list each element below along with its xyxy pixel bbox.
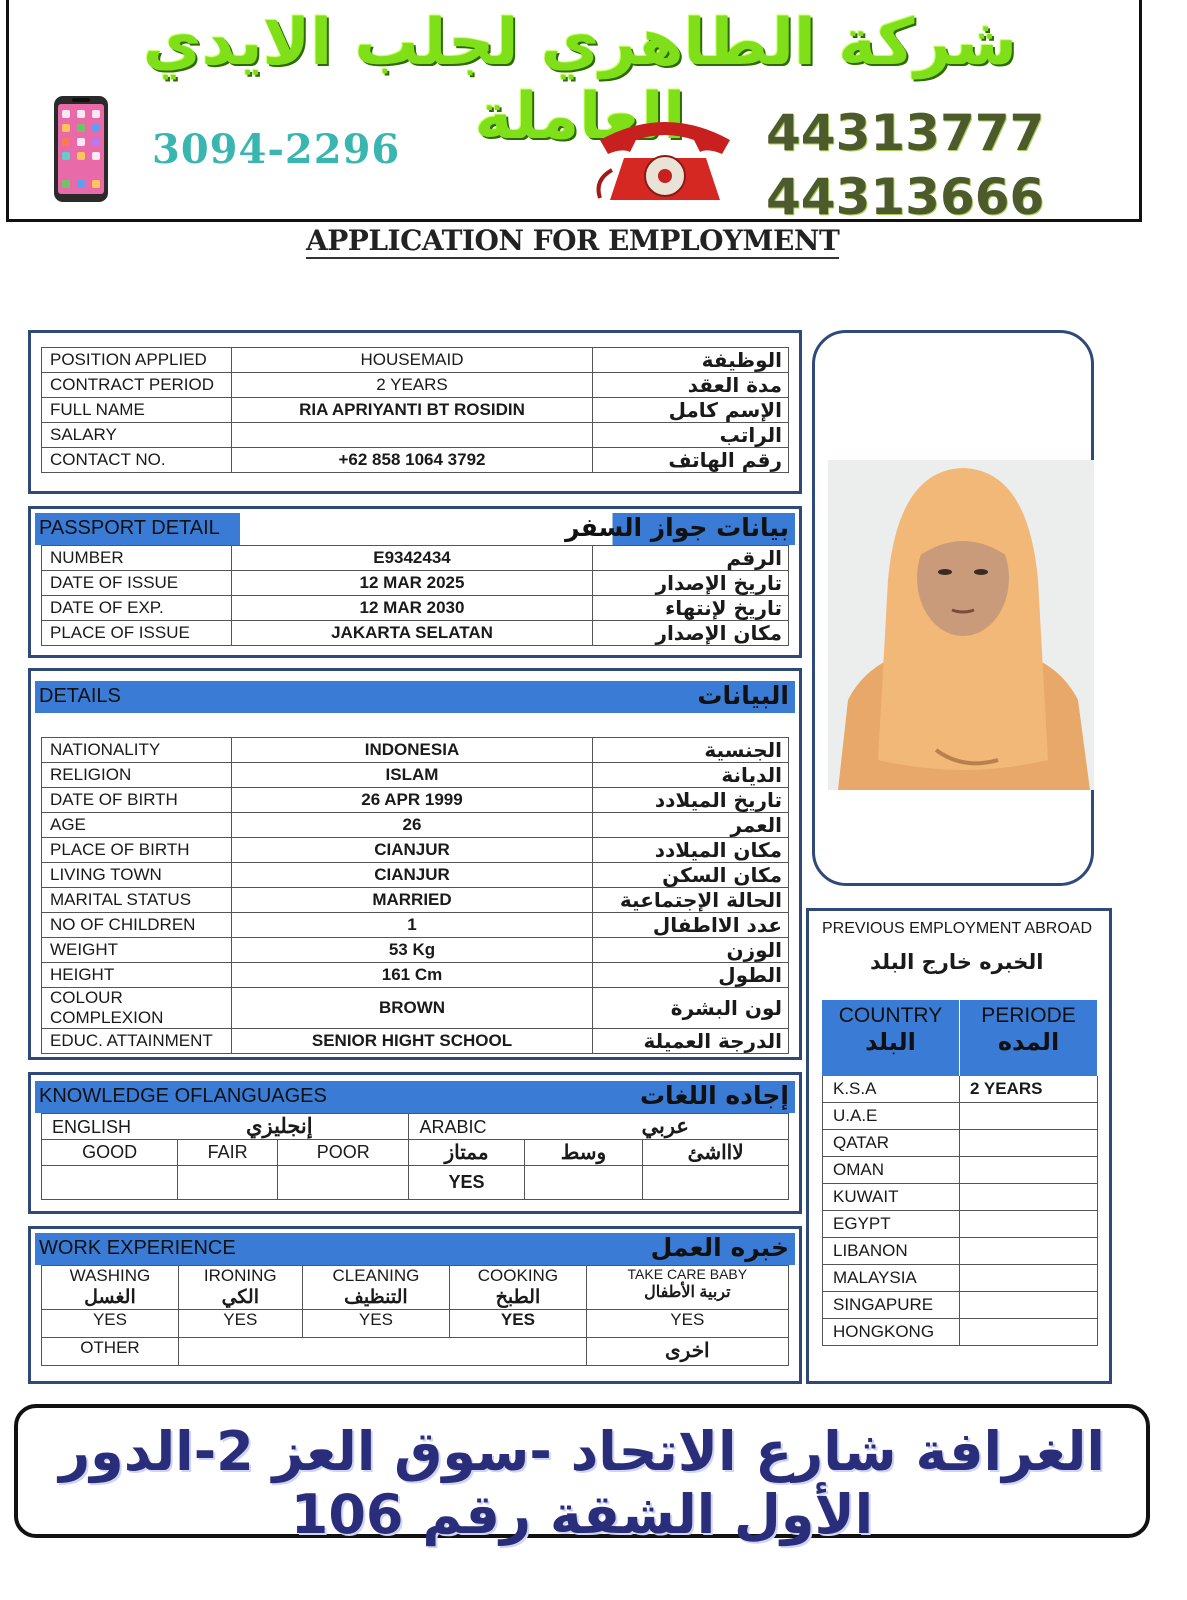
- field-label-ar: تاريخ الميلادد: [593, 788, 789, 813]
- english-label-en: ENGLISH: [52, 1117, 132, 1137]
- details-table: [41, 737, 789, 1054]
- field-value: [232, 423, 593, 448]
- period-cell: 2 YEARS: [960, 1076, 1098, 1102]
- table-row: [42, 398, 789, 423]
- field-value: BROWN: [232, 988, 593, 1029]
- period-cell: [960, 1103, 1098, 1129]
- field-label-ar: مكان الإصدار: [593, 621, 789, 646]
- english-mark-good: [42, 1166, 178, 1200]
- previous-employment-title-ar: الخبره خارج البلد: [870, 950, 1044, 974]
- country-cell: U.A.E: [822, 1103, 960, 1129]
- field-value: RIA APRIYANTI BT ROSIDIN: [232, 398, 593, 423]
- skill-cooking: COOKING الطبخ: [450, 1266, 586, 1310]
- skill-baby-care-value: YES: [586, 1310, 788, 1338]
- country-cell: QATAR: [822, 1130, 960, 1156]
- table-row: [822, 1292, 1098, 1319]
- languages-table: [41, 1113, 789, 1200]
- field-label-ar: الديانة: [593, 763, 789, 788]
- field-label-ar: رقم الهاتف: [593, 448, 789, 473]
- field-label-ar: الرقم: [593, 546, 789, 571]
- languages-title-en: KNOWLEDGE OFLANGUAGES: [39, 1085, 327, 1107]
- table-row: [42, 571, 789, 596]
- field-value: +62 858 1064 3792: [232, 448, 593, 473]
- field-value: CIANJUR: [232, 838, 593, 863]
- field-label-ar: تاريخ الإصدار: [593, 571, 789, 596]
- work-section: [28, 1226, 802, 1384]
- languages-title-ar: إجاده اللغات: [639, 1081, 789, 1110]
- table-row: [822, 1238, 1098, 1265]
- table-row: [822, 1130, 1098, 1157]
- period-column-header: PERIODE المده: [960, 1000, 1098, 1076]
- field-label-en: MARITAL STATUS: [42, 888, 232, 913]
- table-row: [822, 1265, 1098, 1292]
- field-label-ar: لون البشرة: [593, 988, 789, 1029]
- period-cell: [960, 1157, 1098, 1183]
- field-label-en: EDUC. ATTAINMENT: [42, 1029, 232, 1054]
- previous-employment-title-en: PREVIOUS EMPLOYMENT ABROAD: [822, 920, 1092, 937]
- arabic-level-fair: وسط: [524, 1140, 643, 1166]
- field-label-ar: الوزن: [593, 938, 789, 963]
- arabic-mark-good: YES: [409, 1166, 524, 1200]
- arabic-mark-fair: [524, 1166, 643, 1200]
- table-row: [822, 1103, 1098, 1130]
- field-label-ar: الحالة الإجتماعية: [593, 888, 789, 913]
- table-row: [42, 423, 789, 448]
- table-row: [42, 863, 789, 888]
- country-cell: SINGAPURE: [822, 1292, 960, 1318]
- applicant-photo: [828, 460, 1094, 790]
- field-value: 12 MAR 2030: [232, 596, 593, 621]
- table-row: [822, 1211, 1098, 1238]
- field-label-ar: تاريخ لإنتهاء: [593, 596, 789, 621]
- field-label-ar: الدرجة العميلة: [593, 1029, 789, 1054]
- table-row: [42, 788, 789, 813]
- field-label-en: WEIGHT: [42, 938, 232, 963]
- period-cell: [960, 1265, 1098, 1291]
- field-label-en: FULL NAME: [42, 398, 232, 423]
- field-label-ar: العمر: [593, 813, 789, 838]
- english-label-ar: إنجليزي: [246, 1115, 313, 1138]
- table-row: [42, 813, 789, 838]
- table-row: [42, 763, 789, 788]
- field-label-ar: عدد الااطفال: [593, 913, 789, 938]
- field-label-en: AGE: [42, 813, 232, 838]
- field-value: ISLAM: [232, 763, 593, 788]
- other-value: [178, 1338, 586, 1366]
- skill-cooking-value: YES: [450, 1310, 586, 1338]
- country-cell: K.S.A: [822, 1076, 960, 1102]
- period-cell: [960, 1211, 1098, 1237]
- table-row: [42, 1029, 789, 1054]
- field-value: 26: [232, 813, 593, 838]
- table-row: [42, 888, 789, 913]
- skill-cleaning: CLEANING التنظيف: [302, 1266, 450, 1310]
- table-row: [42, 373, 789, 398]
- field-value: SENIOR HIGHT SCHOOL: [232, 1029, 593, 1054]
- country-cell: EGYPT: [822, 1211, 960, 1237]
- company-name: شركة الطاهري لجلب الايدي العاملة: [142, 6, 1018, 154]
- arabic-level-poor: لاااشئ: [643, 1140, 789, 1166]
- field-label-en: NO OF CHILDREN: [42, 913, 232, 938]
- country-cell: OMAN: [822, 1157, 960, 1183]
- field-label-ar: الراتب: [593, 423, 789, 448]
- work-title-ar: خبره العمل: [650, 1233, 789, 1262]
- field-label-en: DATE OF EXP.: [42, 596, 232, 621]
- field-label-en: COLOUR COMPLEXION: [42, 988, 232, 1029]
- work-title-en: WORK EXPERIENCE: [39, 1237, 236, 1259]
- phone-number-2: 44313666: [766, 168, 1045, 226]
- table-row: [42, 838, 789, 863]
- phone-number-1: 44313777: [766, 104, 1045, 162]
- period-cell: [960, 1238, 1098, 1264]
- field-value: 26 APR 1999: [232, 788, 593, 813]
- field-label-en: NATIONALITY: [42, 738, 232, 763]
- field-label-ar: الجنسية: [593, 738, 789, 763]
- previous-employment-rows: [822, 1076, 1098, 1346]
- table-row: [42, 988, 789, 1029]
- table-row: [42, 913, 789, 938]
- details-title-ar: البيانات: [697, 681, 789, 710]
- country-column-header: COUNTRY البلد: [822, 1000, 960, 1076]
- previous-employment-header: [822, 1000, 1098, 1076]
- table-row: [822, 1319, 1098, 1346]
- field-label-en: DATE OF ISSUE: [42, 571, 232, 596]
- other-label-ar: اخرى: [586, 1338, 788, 1366]
- table-row: [42, 621, 789, 646]
- field-label-en: LIVING TOWN: [42, 863, 232, 888]
- english-level-fair: FAIR: [178, 1140, 278, 1166]
- country-cell: LIBANON: [822, 1238, 960, 1264]
- details-title-en: DETAILS: [39, 685, 121, 707]
- country-cell: MALAYSIA: [822, 1265, 960, 1291]
- table-row: [42, 938, 789, 963]
- previous-employment-table: [822, 1000, 1098, 1346]
- arabic-label-ar: عربي: [641, 1115, 689, 1138]
- skill-ironing-value: YES: [178, 1310, 302, 1338]
- country-cell: HONGKONG: [822, 1319, 960, 1345]
- period-cell: [960, 1319, 1098, 1345]
- field-value: 12 MAR 2025: [232, 571, 593, 596]
- passport-title-en: PASSPORT DETAIL: [39, 517, 220, 539]
- skill-baby-care: TAKE CARE BABY تربية الأطفال: [586, 1266, 788, 1310]
- field-value: 53 Kg: [232, 938, 593, 963]
- details-section: [28, 668, 802, 1060]
- mobile-phone-icon: [52, 94, 110, 204]
- field-value: INDONESIA: [232, 738, 593, 763]
- field-value: MARRIED: [232, 888, 593, 913]
- field-label-en: HEIGHT: [42, 963, 232, 988]
- period-cell: [960, 1130, 1098, 1156]
- table-row: [822, 1184, 1098, 1211]
- period-cell: [960, 1292, 1098, 1318]
- table-row: [42, 546, 789, 571]
- field-label-ar: الطول: [593, 963, 789, 988]
- skill-washing-value: YES: [42, 1310, 179, 1338]
- field-label-en: PLACE OF ISSUE: [42, 621, 232, 646]
- period-cell: [960, 1184, 1098, 1210]
- table-row: [42, 738, 789, 763]
- field-value: 161 Cm: [232, 963, 593, 988]
- telephone-icon: [590, 110, 740, 206]
- skill-washing: WASHING الغسل: [42, 1266, 179, 1310]
- english-level-good: GOOD: [42, 1140, 178, 1166]
- table-row: [822, 1076, 1098, 1103]
- field-label-ar: مكان السكن: [593, 863, 789, 888]
- field-label-en: POSITION APPLIED: [42, 348, 232, 373]
- field-label-en: CONTACT NO.: [42, 448, 232, 473]
- other-label: OTHER: [42, 1338, 179, 1366]
- field-label-en: CONTRACT PERIOD: [42, 373, 232, 398]
- field-label-ar: الوظيفة: [593, 348, 789, 373]
- english-mark-fair: [178, 1166, 278, 1200]
- field-label-ar: مكان الميلادد: [593, 838, 789, 863]
- field-value: HOUSEMAID: [232, 348, 593, 373]
- field-value: 1: [232, 913, 593, 938]
- passport-table: [41, 545, 789, 646]
- skill-ironing: IRONING الكي: [178, 1266, 302, 1310]
- field-label-en: PLACE OF BIRTH: [42, 838, 232, 863]
- field-label-ar: الإسم كامل: [593, 398, 789, 423]
- passport-title-ar: بيانات جواز السفر: [565, 513, 789, 542]
- country-cell: KUWAIT: [822, 1184, 960, 1210]
- table-row: [42, 448, 789, 473]
- arabic-mark-poor: [643, 1166, 789, 1200]
- field-label-en: SALARY: [42, 423, 232, 448]
- english-level-poor: POOR: [278, 1140, 409, 1166]
- field-label-en: RELIGION: [42, 763, 232, 788]
- field-value: E9342434: [232, 546, 593, 571]
- arabic-level-good: ممتاز: [409, 1140, 524, 1166]
- mobile-number: 3094-2296: [152, 126, 401, 173]
- footer-address: الغرافة شارع الاتحاد -سوق العز 2-الدور الأول الشقة رقم 106: [59, 1420, 1105, 1546]
- skill-cleaning-value: YES: [302, 1310, 450, 1338]
- position-section: [28, 330, 802, 494]
- english-mark-poor: [278, 1166, 409, 1200]
- field-label-en: NUMBER: [42, 546, 232, 571]
- table-row: [42, 963, 789, 988]
- table-row: [822, 1157, 1098, 1184]
- languages-section: [28, 1072, 802, 1214]
- field-value: JAKARTA SELATAN: [232, 621, 593, 646]
- field-value: 2 YEARS: [232, 373, 593, 398]
- position-table: [41, 347, 789, 473]
- field-value: CIANJUR: [232, 863, 593, 888]
- work-table: [41, 1265, 789, 1366]
- field-label-ar: مدة العقد: [593, 373, 789, 398]
- field-label-en: DATE OF BIRTH: [42, 788, 232, 813]
- page-title: APPLICATION FOR EMPLOYMENT: [306, 224, 840, 257]
- table-row: [42, 596, 789, 621]
- table-row: [42, 348, 789, 373]
- passport-section: [28, 506, 802, 658]
- arabic-label-en: ARABIC: [419, 1117, 487, 1137]
